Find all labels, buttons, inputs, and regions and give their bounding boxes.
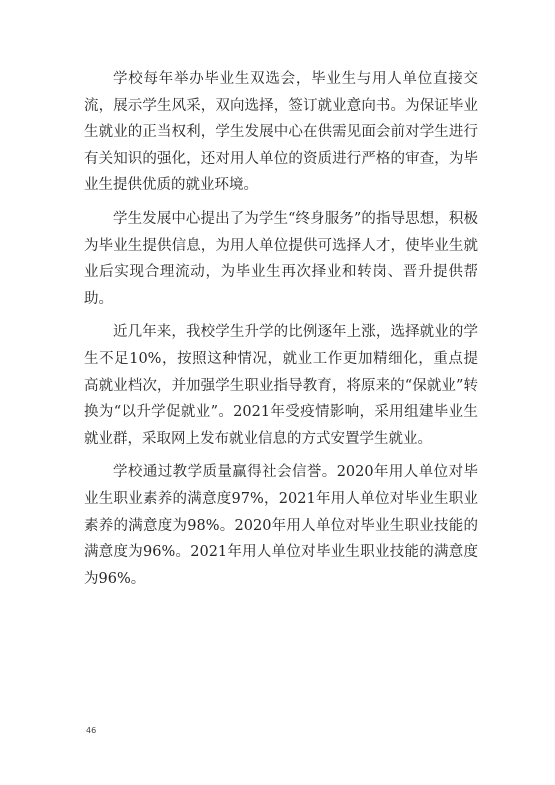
page-number: 46 <box>86 726 97 735</box>
paragraph-job-fair: 学校每年举办毕业生双选会，毕业生与用人单位直接交流，展示学生风采，双向选择，签订就业意向书。为保证毕业生就业的正当权利，学生发展中心在供需见面会前对学生进行有关知识的强化，还对用人单位的资质进行严格的审查，为毕业生提供优质的就业环境。 <box>84 71 478 194</box>
paragraph-lifelong-service: 学生发展中心提出了为学生“终身服务”的指导思想，积极为毕业生提供信息，为用人单位提供可选择人才，使毕业生就业后实现合理流动，为毕业生再次择业和转岗、晋升提供帮助。 <box>84 210 478 307</box>
paragraph-further-study: 近几年来，我校学生升学的比例逐年上涨，选择就业的学生不足10%，按照这种情况，就业工作更加精细化，重点提高就业档次，并加强学生职业指导教育，将原来的“保就业”转换为“以升学促就业”。2021年受疫情影响，采用组建毕业生就业群，采取网上发布就业信息的方式安置学生就业。 <box>84 324 478 447</box>
paragraph-satisfaction: 学校通过教学质量赢得社会信誉。2020年用人单位对毕业生职业素养的满意度97%，2021年用人单位对毕业生职业素养的满意度为98%。2020年用人单位对毕业生职业技能的满意度为96%。2021年用人单位对毕业生职业技能的满意度为96%。 <box>84 464 478 587</box>
body-text <box>84 66 478 599</box>
